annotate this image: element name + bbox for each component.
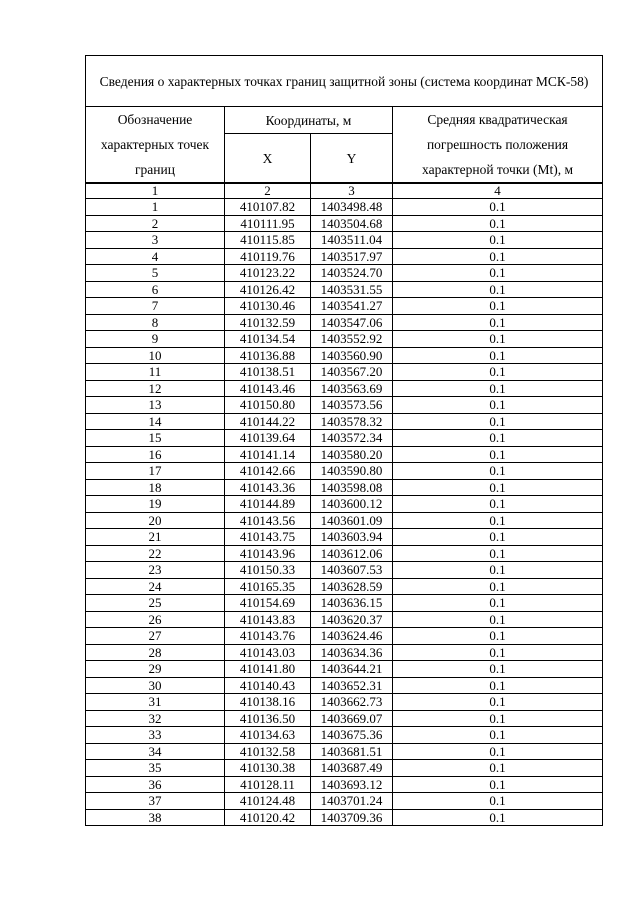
header-x: X [225, 134, 311, 184]
x-coordinate-cell: 410119.76 [225, 248, 311, 265]
y-coordinate-cell: 1403669.07 [311, 710, 393, 727]
table-row [86, 430, 603, 447]
error-cell: 0.1 [393, 199, 603, 216]
y-coordinate-cell: 1403675.36 [311, 727, 393, 744]
table-row [86, 529, 603, 546]
x-coordinate-cell: 410107.82 [225, 199, 311, 216]
y-coordinate-cell: 1403580.20 [311, 446, 393, 463]
table-row [86, 314, 603, 331]
error-cell: 0.1 [393, 727, 603, 744]
y-coordinate-cell: 1403504.68 [311, 215, 393, 232]
table-row [86, 743, 603, 760]
error-cell: 0.1 [393, 743, 603, 760]
error-cell: 0.1 [393, 611, 603, 628]
table-row [86, 793, 603, 810]
table-row [86, 578, 603, 595]
table-row [86, 265, 603, 282]
x-coordinate-cell: 410143.75 [225, 529, 311, 546]
table-row [86, 496, 603, 513]
column-number-row [86, 183, 603, 199]
table-row [86, 595, 603, 612]
table-row [86, 727, 603, 744]
point-number-cell: 26 [86, 611, 225, 628]
table-row [86, 397, 603, 414]
table-row [86, 331, 603, 348]
point-number-cell: 4 [86, 248, 225, 265]
y-coordinate-cell: 1403560.90 [311, 347, 393, 364]
error-cell: 0.1 [393, 430, 603, 447]
table-row [86, 215, 603, 232]
error-cell: 0.1 [393, 479, 603, 496]
point-number-cell: 18 [86, 479, 225, 496]
x-coordinate-cell: 410141.80 [225, 661, 311, 678]
error-cell: 0.1 [393, 512, 603, 529]
table-row [86, 199, 603, 216]
y-coordinate-cell: 1403634.36 [311, 644, 393, 661]
x-coordinate-cell: 410138.51 [225, 364, 311, 381]
error-cell: 0.1 [393, 463, 603, 480]
error-cell: 0.1 [393, 793, 603, 810]
x-coordinate-cell: 410154.69 [225, 595, 311, 612]
error-cell: 0.1 [393, 215, 603, 232]
table-row [86, 545, 603, 562]
x-coordinate-cell: 410144.22 [225, 413, 311, 430]
point-number-cell: 22 [86, 545, 225, 562]
point-number-cell: 27 [86, 628, 225, 645]
point-number-cell: 19 [86, 496, 225, 513]
point-number-cell: 13 [86, 397, 225, 414]
error-cell: 0.1 [393, 776, 603, 793]
x-coordinate-cell: 410143.96 [225, 545, 311, 562]
error-cell: 0.1 [393, 496, 603, 513]
point-number-cell: 1 [86, 199, 225, 216]
table-row [86, 347, 603, 364]
x-coordinate-cell: 410136.88 [225, 347, 311, 364]
point-number-cell: 3 [86, 232, 225, 249]
error-cell: 0.1 [393, 347, 603, 364]
table-row [86, 760, 603, 777]
table-row [86, 776, 603, 793]
x-coordinate-cell: 410124.48 [225, 793, 311, 810]
table-body [86, 199, 603, 826]
error-cell: 0.1 [393, 710, 603, 727]
point-number-cell: 10 [86, 347, 225, 364]
x-coordinate-cell: 410150.33 [225, 562, 311, 579]
x-coordinate-cell: 410143.36 [225, 479, 311, 496]
table-row [86, 232, 603, 249]
point-number-cell: 20 [86, 512, 225, 529]
point-number-cell: 30 [86, 677, 225, 694]
error-cell: 0.1 [393, 364, 603, 381]
table-row [86, 611, 603, 628]
point-number-cell: 2 [86, 215, 225, 232]
y-coordinate-cell: 1403612.06 [311, 545, 393, 562]
error-cell: 0.1 [393, 677, 603, 694]
y-coordinate-cell: 1403517.97 [311, 248, 393, 265]
y-coordinate-cell: 1403652.31 [311, 677, 393, 694]
y-coordinate-cell: 1403547.06 [311, 314, 393, 331]
table-row [86, 298, 603, 315]
point-number-cell: 17 [86, 463, 225, 480]
table-row [86, 809, 603, 826]
x-coordinate-cell: 410139.64 [225, 430, 311, 447]
table-row [86, 463, 603, 480]
y-coordinate-cell: 1403498.48 [311, 199, 393, 216]
point-number-cell: 37 [86, 793, 225, 810]
x-coordinate-cell: 410136.50 [225, 710, 311, 727]
y-coordinate-cell: 1403598.08 [311, 479, 393, 496]
column-number-4: 4 [393, 183, 603, 199]
x-coordinate-cell: 410134.54 [225, 331, 311, 348]
table-row [86, 694, 603, 711]
point-number-cell: 29 [86, 661, 225, 678]
y-coordinate-cell: 1403552.92 [311, 331, 393, 348]
point-number-cell: 31 [86, 694, 225, 711]
x-coordinate-cell: 410140.43 [225, 677, 311, 694]
x-coordinate-cell: 410142.66 [225, 463, 311, 480]
y-coordinate-cell: 1403600.12 [311, 496, 393, 513]
error-cell: 0.1 [393, 628, 603, 645]
y-coordinate-cell: 1403601.09 [311, 512, 393, 529]
x-coordinate-cell: 410144.89 [225, 496, 311, 513]
error-cell: 0.1 [393, 578, 603, 595]
error-cell: 0.1 [393, 694, 603, 711]
y-coordinate-cell: 1403628.59 [311, 578, 393, 595]
point-number-cell: 9 [86, 331, 225, 348]
y-coordinate-cell: 1403524.70 [311, 265, 393, 282]
point-number-cell: 36 [86, 776, 225, 793]
error-cell: 0.1 [393, 545, 603, 562]
point-number-cell: 14 [86, 413, 225, 430]
error-cell: 0.1 [393, 232, 603, 249]
error-cell: 0.1 [393, 562, 603, 579]
y-coordinate-cell: 1403511.04 [311, 232, 393, 249]
point-number-cell: 24 [86, 578, 225, 595]
x-coordinate-cell: 410132.59 [225, 314, 311, 331]
x-coordinate-cell: 410141.14 [225, 446, 311, 463]
y-coordinate-cell: 1403563.69 [311, 380, 393, 397]
boundary-points-table [85, 55, 603, 826]
point-number-cell: 12 [86, 380, 225, 397]
y-coordinate-cell: 1403572.34 [311, 430, 393, 447]
y-coordinate-cell: 1403662.73 [311, 694, 393, 711]
header-y: Y [311, 134, 393, 184]
x-coordinate-cell: 410134.63 [225, 727, 311, 744]
table-row [86, 512, 603, 529]
y-coordinate-cell: 1403681.51 [311, 743, 393, 760]
point-number-cell: 21 [86, 529, 225, 546]
x-coordinate-cell: 410143.83 [225, 611, 311, 628]
point-number-cell: 16 [86, 446, 225, 463]
table-title: Сведения о характерных точках границ защитной зоны (система координат МСК-58) [86, 56, 603, 107]
x-coordinate-cell: 410138.16 [225, 694, 311, 711]
point-number-cell: 32 [86, 710, 225, 727]
x-coordinate-cell: 410130.46 [225, 298, 311, 315]
x-coordinate-cell: 410120.42 [225, 809, 311, 826]
table-row [86, 479, 603, 496]
error-cell: 0.1 [393, 413, 603, 430]
error-cell: 0.1 [393, 595, 603, 612]
error-cell: 0.1 [393, 760, 603, 777]
table-row [86, 661, 603, 678]
header-point-designation: Обозначение характерных точек границ [86, 107, 225, 184]
error-cell: 0.1 [393, 281, 603, 298]
point-number-cell: 11 [86, 364, 225, 381]
y-coordinate-cell: 1403693.12 [311, 776, 393, 793]
point-number-cell: 28 [86, 644, 225, 661]
x-coordinate-cell: 410115.85 [225, 232, 311, 249]
y-coordinate-cell: 1403701.24 [311, 793, 393, 810]
x-coordinate-cell: 410165.35 [225, 578, 311, 595]
y-coordinate-cell: 1403624.46 [311, 628, 393, 645]
x-coordinate-cell: 410150.80 [225, 397, 311, 414]
y-coordinate-cell: 1403636.15 [311, 595, 393, 612]
error-cell: 0.1 [393, 661, 603, 678]
table-row [86, 628, 603, 645]
x-coordinate-cell: 410126.42 [225, 281, 311, 298]
table-row [86, 710, 603, 727]
table-row [86, 281, 603, 298]
x-coordinate-cell: 410143.46 [225, 380, 311, 397]
error-cell: 0.1 [393, 809, 603, 826]
y-coordinate-cell: 1403620.37 [311, 611, 393, 628]
table-row [86, 248, 603, 265]
x-coordinate-cell: 410143.03 [225, 644, 311, 661]
x-coordinate-cell: 410132.58 [225, 743, 311, 760]
error-cell: 0.1 [393, 446, 603, 463]
column-number-2: 2 [225, 183, 311, 199]
x-coordinate-cell: 410143.76 [225, 628, 311, 645]
error-cell: 0.1 [393, 248, 603, 265]
point-number-cell: 35 [86, 760, 225, 777]
table-row [86, 562, 603, 579]
table-row [86, 644, 603, 661]
table-row [86, 677, 603, 694]
table-row [86, 380, 603, 397]
y-coordinate-cell: 1403603.94 [311, 529, 393, 546]
point-number-cell: 8 [86, 314, 225, 331]
point-number-cell: 25 [86, 595, 225, 612]
error-cell: 0.1 [393, 397, 603, 414]
y-coordinate-cell: 1403541.27 [311, 298, 393, 315]
error-cell: 0.1 [393, 298, 603, 315]
x-coordinate-cell: 410128.11 [225, 776, 311, 793]
y-coordinate-cell: 1403709.36 [311, 809, 393, 826]
point-number-cell: 33 [86, 727, 225, 744]
error-cell: 0.1 [393, 380, 603, 397]
point-number-cell: 5 [86, 265, 225, 282]
x-coordinate-cell: 410130.38 [225, 760, 311, 777]
y-coordinate-cell: 1403573.56 [311, 397, 393, 414]
y-coordinate-cell: 1403578.32 [311, 413, 393, 430]
y-coordinate-cell: 1403687.49 [311, 760, 393, 777]
column-number-3: 3 [311, 183, 393, 199]
document-page [85, 55, 602, 826]
error-cell: 0.1 [393, 529, 603, 546]
header-coordinates: Координаты, м [225, 107, 393, 134]
point-number-cell: 6 [86, 281, 225, 298]
error-cell: 0.1 [393, 331, 603, 348]
y-coordinate-cell: 1403607.53 [311, 562, 393, 579]
y-coordinate-cell: 1403590.80 [311, 463, 393, 480]
x-coordinate-cell: 410123.22 [225, 265, 311, 282]
y-coordinate-cell: 1403567.20 [311, 364, 393, 381]
error-cell: 0.1 [393, 644, 603, 661]
error-cell: 0.1 [393, 265, 603, 282]
y-coordinate-cell: 1403531.55 [311, 281, 393, 298]
point-number-cell: 34 [86, 743, 225, 760]
point-number-cell: 23 [86, 562, 225, 579]
column-number-1: 1 [86, 183, 225, 199]
point-number-cell: 7 [86, 298, 225, 315]
error-cell: 0.1 [393, 314, 603, 331]
table-row [86, 446, 603, 463]
y-coordinate-cell: 1403644.21 [311, 661, 393, 678]
x-coordinate-cell: 410143.56 [225, 512, 311, 529]
table-row [86, 413, 603, 430]
table-row [86, 364, 603, 381]
x-coordinate-cell: 410111.95 [225, 215, 311, 232]
point-number-cell: 38 [86, 809, 225, 826]
point-number-cell: 15 [86, 430, 225, 447]
header-mean-square-error: Средняя квадратическая погрешность положения характерной точки (Mt), м [393, 107, 603, 184]
